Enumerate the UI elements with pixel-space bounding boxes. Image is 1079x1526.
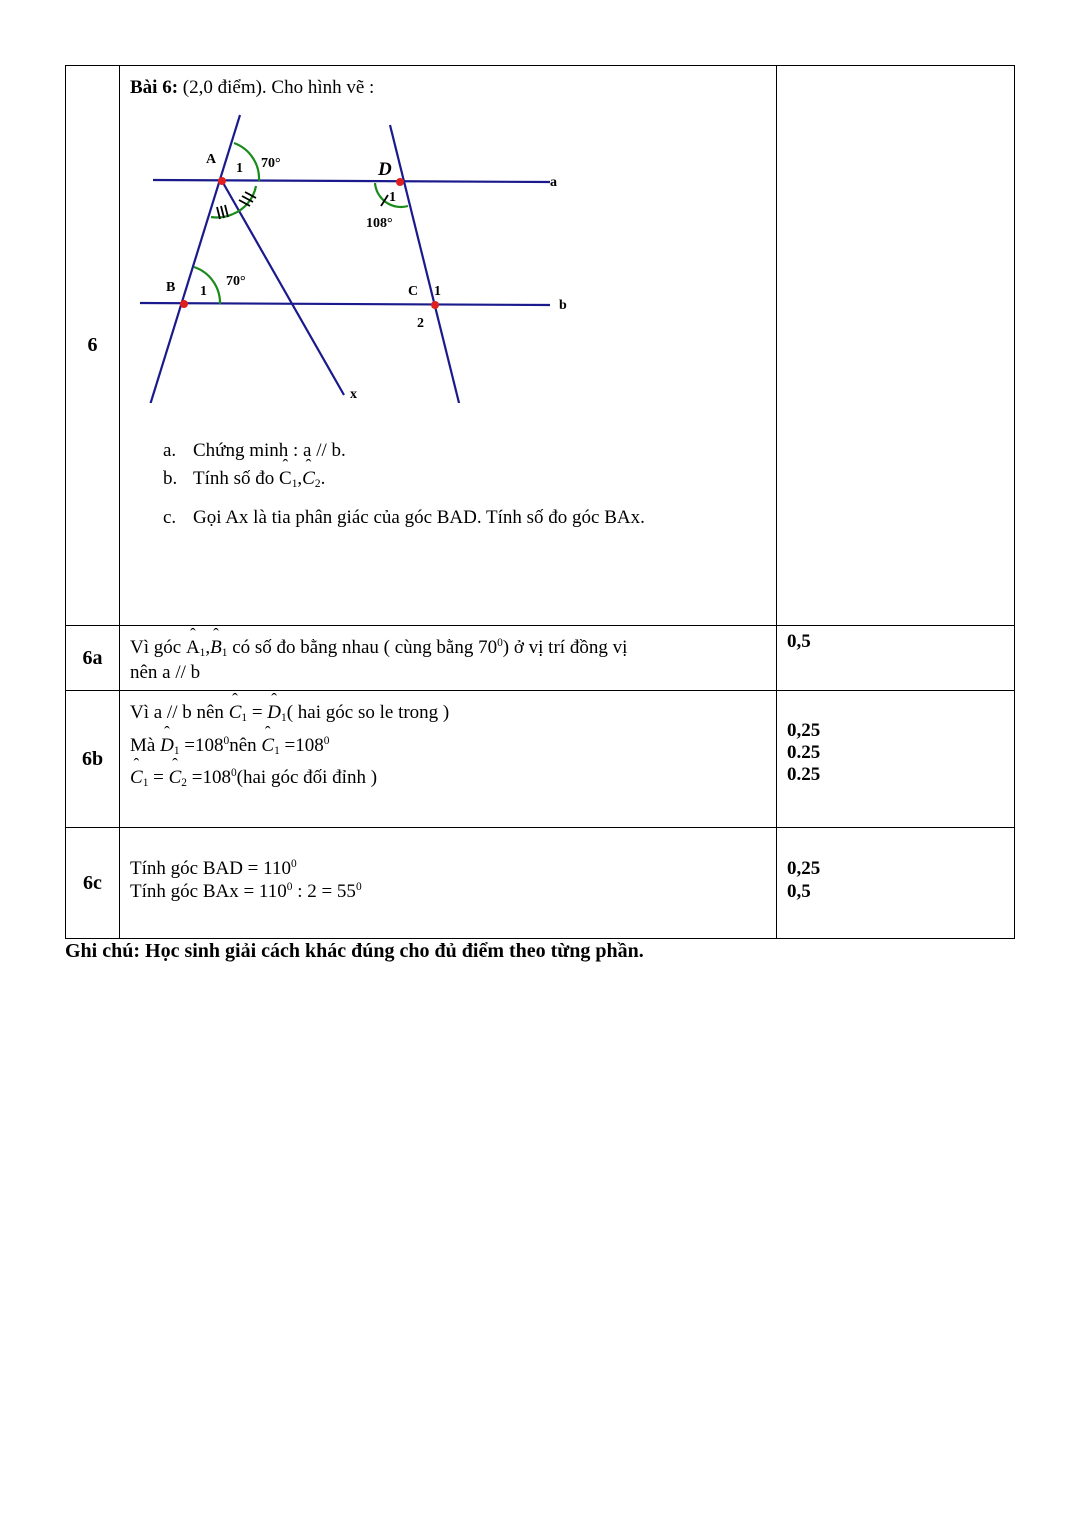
label-a-one: 1: [236, 160, 243, 176]
score-6b: 0,25 0.25 0.25: [777, 691, 1015, 828]
row-q6c: [66, 828, 1015, 939]
question-label: Bài 6:: [130, 77, 179, 98]
arc-bax: [211, 214, 233, 217]
question-parts: [130, 439, 768, 531]
label-ray-x: x: [350, 386, 357, 402]
label-b-angle: 70°: [226, 273, 246, 289]
label-d-one: 1: [389, 189, 396, 205]
label-c-one: 1: [434, 283, 441, 299]
row-number: 6: [66, 66, 120, 626]
point-d: [396, 178, 404, 186]
point-a: [218, 177, 226, 185]
label-a-angle: 70°: [261, 155, 281, 171]
arc-xad: [233, 186, 256, 214]
label-d-angle: 108°: [366, 215, 393, 231]
footnote: Ghi chú: Học sinh giải cách khác đúng cho đủ điểm theo từng phần.: [65, 940, 644, 962]
score-cell-empty: [777, 66, 1015, 626]
label-b-point: B: [166, 279, 176, 295]
part-a: a. Chứng minh : a // b.: [163, 439, 346, 461]
answer-table: [65, 65, 1015, 939]
point-c: [431, 301, 439, 309]
label-line-a: a: [550, 174, 557, 190]
row-number: 6b: [66, 691, 120, 828]
line-b: [140, 303, 550, 305]
question-heading: [130, 76, 768, 101]
score-6c: 0,25 0,5: [777, 828, 1015, 939]
line-ab: [150, 115, 240, 403]
label-c-point: C: [408, 283, 419, 299]
label-line-b: b: [559, 297, 567, 313]
label-d-point: D: [378, 158, 392, 180]
question-prompt: (2,0 điểm). Cho hình vẽ :: [178, 77, 375, 98]
row-q6: [66, 66, 1015, 626]
line-a: [153, 180, 550, 182]
geometry-figure: [130, 103, 590, 403]
part-b: b. Tính số đo ˆ $C_1,ˆ$ $C_2$.: [163, 467, 768, 492]
arc-b1: [194, 267, 220, 304]
line-dc: [390, 125, 462, 403]
question-cell: [120, 66, 777, 626]
point-b: [180, 300, 188, 308]
answer-6a: Vì góc ˆ $A_1,ˆ$ $B_1$ có số đo bằng nhau ( cùng bằng $70^0$) ở vị trí đồng vị nên a // b: [120, 626, 777, 691]
answer-6c: Tính góc BAD = $110^0$ Tính góc BAx = $110^0$ : $2 = 55^0$: [120, 828, 777, 939]
label-c-two: 2: [417, 315, 424, 331]
row-number: 6a: [66, 626, 120, 691]
answer-6b: Vì a // b nên ˆ $C_1$ = ˆ $D_1$( hai góc so le trong ) Mà ˆ $D_1$ $=108^0nên$ ˆ $C_1 =108^0$ ˆ $C_1$ = ˆ $C_2 =108^0(hai$ góc đối đỉnh ): [120, 691, 777, 828]
row-q6b: [66, 691, 1015, 828]
label-b-one: 1: [200, 283, 207, 299]
tick-marks: [217, 192, 388, 219]
row-number: 6c: [66, 828, 120, 939]
row-q6a: [66, 626, 1015, 691]
part-c: c. Gọi Ax là tia phân giác của góc BAD. Tính số đo góc BAx.: [163, 507, 645, 529]
score-6a: 0,5: [777, 626, 1015, 691]
label-a-point: A: [206, 151, 217, 167]
